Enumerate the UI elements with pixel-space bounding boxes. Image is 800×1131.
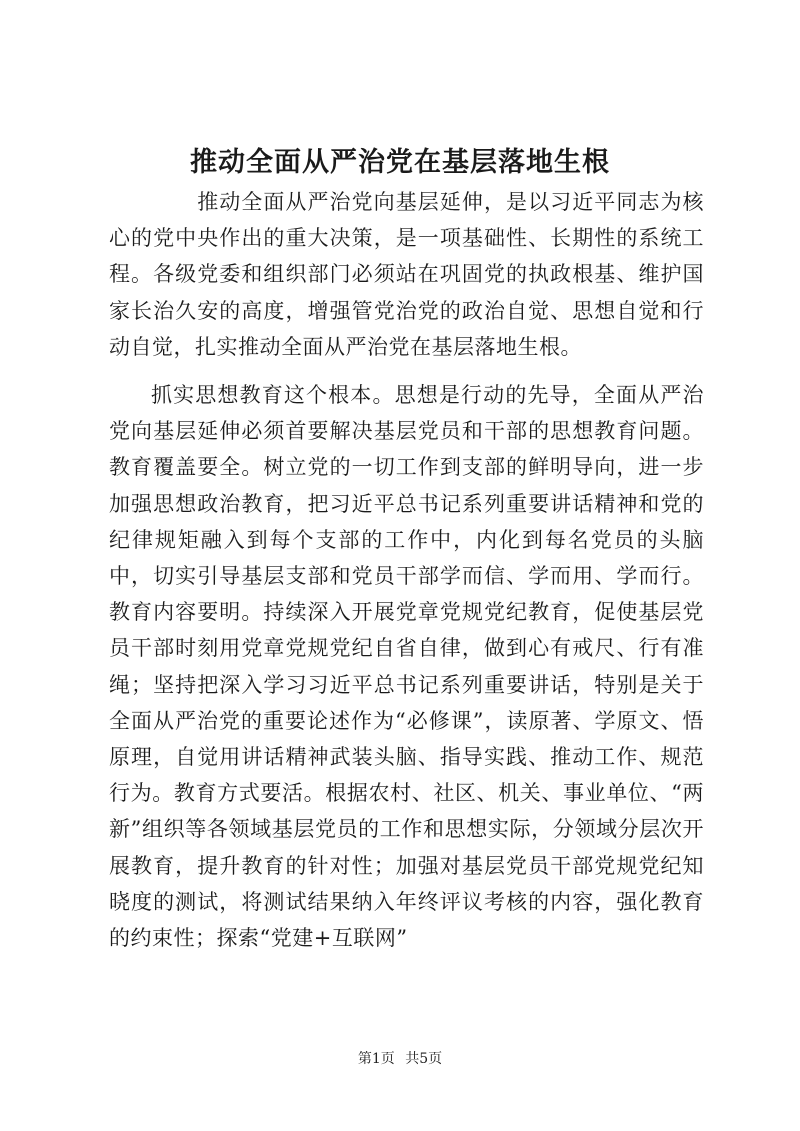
page-footer: [0, 1048, 800, 1068]
document-body: [109, 184, 704, 956]
paragraph-ideological-education: 抓实思想教育这个根本。思想是行动的先导，全面从严治党向基层延伸必须首要解决基层党员和干部的思想教育问题。教育覆盖要全。树立党的一切工作到支部的鲜明导向，进一步加强思想政治教育，把习近平总书记系列重要讲话精神和党的纪律规矩融入到每个支部的工作中，内化到每名党员的头脑中，切实引导基层支部和党员干部学而信、学而用、学而行。教育内容要明。持续深入开展党章党规党纪教育，促使基层党员干部时刻用党章党规党纪自省自律，做到心有戒尺、行有准绳；坚持把深入学习习近平总书记系列重要讲话，特别是关于全面从严治党的重要论述作为“必修课”，读原著、学原文、悟原理，自觉用讲话精神武装头脑、指导实践、推动工作、规范行为。教育方式要活。根据农村、社区、机关、事业单位、“两新”组织等各领域基层党员的工作和思想实际，分领域分层次开展教育，提升教育的针对性；加强对基层党员干部党规党纪知晓度的测试，将测试结果纳入年终评议考核的内容，强化教育的约束性；探索“党建+互联网”: [109, 383, 704, 951]
page-total: 共5页: [405, 1051, 443, 1067]
paragraph-intro: 推动全面从严治党向基层延伸，是以习近平同志为核心的党中央作出的重大决策，是一项基础性、长期性的系统工程。各级党委和组织部门必须站在巩固党的执政根基、维护国家长治久安的高度，增强管党治党的政治自觉、思想自觉和行动自觉，扎实推动全面从严治党在基层落地生根。: [109, 190, 704, 359]
page-number: 第1页: [357, 1051, 395, 1067]
document-title: 推动全面从严治党在基层落地生根: [190, 147, 610, 178]
